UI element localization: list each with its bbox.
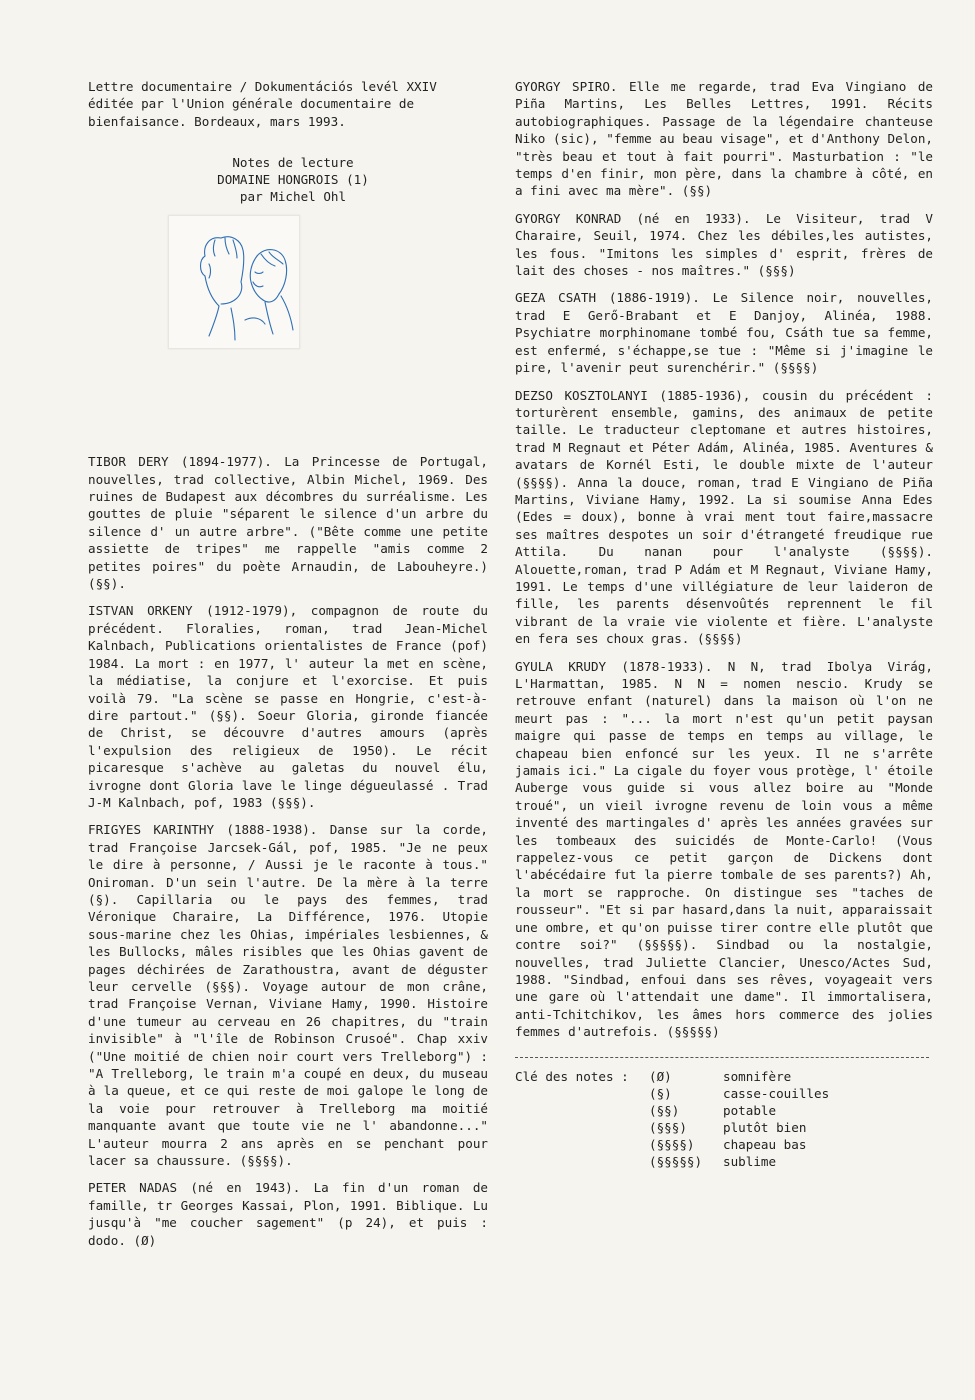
rating-key-symbol: (§§§§)	[649, 1136, 695, 1152]
review-entry: TIBOR DERY (1894-1977). La Princesse de Portugal, nouvelles, trad collective, Albin Michel, 1969. Des ruines de Budapest aux décombres du surréalisme. Les gouttes de pluie "séparent le silence d'un arbre du silence d' un autre arbre". ("Bête comme une petite assiette de tripes" me rappelle "amis comme 2 petites poires" du poète Arnaudin, de Labouheyre.) (§§).	[88, 454, 488, 592]
rating-key-symbol: (§§§)	[649, 1119, 687, 1135]
notes-title	[88, 154, 488, 205]
rating-key-row	[515, 1153, 933, 1170]
review-entry: GEZA CSATH (1886-1919). Le Silence noir, nouvelles, trad E Gerő-Brabant et E Danjoy, Alinéa, 1988. Psychiatre morphinomane tombé fou, Csáth tue sa femme, est enfermé, s'échappe,se tue : "Même si j'imagine le pire, l'avenir peut surenchérir." (§§§§)	[515, 290, 933, 376]
rating-key-text: somnifère	[723, 1068, 792, 1084]
rating-key-text: casse-couilles	[723, 1085, 830, 1101]
rating-key-row	[515, 1085, 933, 1102]
header-line: Lettre documentaire / Dokumentációs levél XXIV	[88, 79, 437, 94]
notes-title-line: DOMAINE HONGROIS (1)	[217, 172, 369, 188]
review-entry: DEZSO KOSZTOLANYI (1885-1936), cousin du précédent : torturèrent ensemble, gamins, des animaux de petite taille. Le traducteur cleptomane et autres histoires, trad M Regnaut et Péter Adám, Alinéa, 1985. Aventures & avatars de Kornél Esti, le double mixte de l'auteur (§§§§). Anna la douce, roman, trad E Vingiano de Piña Martins, Viviane Hamy, 1992. La si soumise Anna Edes (Edes = doux), bonne à vrai ment tout faire,massacre ses maîtres despotes un soir d'étrangeté freudique rue Attila. Du nanan pour l'analyste (§§§§). Alouette,roman, trad P Adám et M Regnaut, Viviane Hamy, 1991. Le temps d'une villégiature de leur laideron de fille, les parents désenvoûtés reprennent le fil vibrant de la vraie vie violente et fière. L'analyste en fera ses choux gras. (§§§§)	[515, 387, 933, 647]
header-line: éditée par l'Union générale documentaire de	[88, 96, 415, 112]
review-entry: GYULA KRUDY (1878-1933). N N, trad Ibolya Virág, L'Harmattan, 1985. N N = nomen nescio. Krudy se retrouve enfant (naturel) dans la maison où l'on ne meurt pas : "... la mort n'est qu'un petit paysan maigre qui passe de temps en temps au village, le chapeau bien enfoncé sur les yeux. Il ne s'arrête jamais ici." La cigale du foyer vous protège, l' étoile Auberge vous guide si vous allez boire au "Monde troué", un vieil ivrogne revenu de loin vous a même inventé des martingales d' après les années gravées sur les tombeaux des suicidés de Monte-Carlo! (Vous rappelez-vous ce petit garçon de Dickens dont l'abécédaire fut la pierre tombale de ses parents?) Ah, la mort se rapproche. On distingue ses "taches de rousseur". "Et si par hasard,dans la nuit, apparaissait une ombre, et qu'on puisse tirer contre elle plutôt que contre soi?" (§§§§§). Sindbad ou la nostalgie, nouvelles, trad Juliette Clancier, Unesco/Actes Sud, 1988. "Sindbad, enfoui dans ses rêves, voyageait vers une gare où l'attendait une dame". Il immortalisera, anti-Tchitchikov, les âmes hors commerce des jolies femmes d'autrefois. (§§§§§)	[515, 658, 933, 1040]
right-column	[515, 78, 933, 1170]
rating-key-text: potable	[723, 1102, 777, 1118]
rating-key-symbol: (Ø)	[649, 1068, 672, 1084]
rating-key	[515, 1068, 933, 1170]
couple-sketch-illustration	[168, 215, 300, 349]
rating-key-row	[515, 1136, 933, 1153]
review-entry: GYORGY KONRAD (né en 1933). Le Visiteur, trad V Charaire, Seuil, 1974. Chez les débiles,les autistes, les fous. "Imitons les simples d' esprit, frères de lait des choses - nos maîtres." (§§§)	[515, 210, 933, 279]
review-entry: FRIGYES KARINTHY (1888-1938). Danse sur la corde, trad Françoise Jarcsek-Gál, pof, 1985. "Je ne peux le dire à personne, / Aussi je le raconte à tous." Oniroman. D'un sein l'autre. De la mère à la terre (§). Capillaria ou le pays des femmes, trad Véronique Charaire, La Différence, 1976. Utopie sous-marine chez les Ohias, impériales lesbiennes, & les Bullocks, mâles risibles que les Ohias gavent de pages déchirées de Zarathoustra, avant de déguster leur cervelle (§§§). Voyage autour de mon crâne, trad Françoise Vernan, Viviane Hamy, 1990. Histoire d'une tumeur au cerveau en 26 chapitres, du "train invisible" à "l'île de Robinson Crusoé". Chap xxiv ("Une moitié de chien noir court vers Trelleborg") : "A Trelleborg, le train m'a coupé en deux, du museau à la queue, et ce qui reste de moi galope le long de la voie pour retrouver à Trelleborg ma moitié manquante avant que toute vie ne l' abandonne..." L'auteur mourra 2 ans après en se penchant pour lacer sa chaussure. (§§§§).	[88, 822, 488, 1169]
header-block	[88, 78, 488, 130]
rating-key-row	[515, 1119, 933, 1136]
rating-key-symbol: (§)	[649, 1085, 672, 1101]
notes-title-line: par Michel Ohl	[239, 189, 347, 205]
rating-key-text: sublime	[723, 1153, 777, 1169]
rating-key-text: plutôt bien	[723, 1119, 807, 1135]
rating-key-symbol: (§§§§§)	[649, 1153, 703, 1169]
rating-key-row	[515, 1102, 933, 1119]
dashed-divider	[515, 1057, 929, 1058]
review-entry: ISTVAN ORKENY (1912-1979), compagnon de route du précédent. Floralies, roman, trad Jean-Michel Kalnbach, Publications orientalistes de France (pof) 1984. La mort : en 1977, l' auteur la met en scène, la médiatise, la conjure et l'exorcise. Et puis voilà 79. "La scène se passe en Hongrie, c'est-à-dire partout." (§§). Soeur Gloria, gironde fiancée de Christ, se découvre d'autres amours (après l'expulsion des religieux de 1950). Le récit picaresque s'achève au galetas du nouvel élu, ivrogne dont Gloria lave le linge dégueulassé . Trad J-M Kalnbach, pof, 1983 (§§§).	[88, 603, 488, 810]
rating-key-row	[515, 1068, 933, 1085]
review-entry: PETER NADAS (né en 1943). La fin d'un roman de famille, tr Georges Kassai, Plon, 1991. Biblique. Lu jusqu'à "me coucher sagement" (p 24), et puis : dodo. (Ø)	[88, 1180, 488, 1248]
rating-key-label: Clé des notes :	[515, 1068, 629, 1084]
review-entry: GYORGY SPIRO. Elle me regarde, trad Eva Vingiano de Piña Martins, Les Belles Lettres, 1991. Récits autobiographiques. Passage de la légendaire chanteuse Niko (sic), "femme au beau visage", et d'Anthony Delon, "très beau et tout à fait pourri". Masturbation : "le temps d'en finir, mon père, dans la chambre à côté, en a fini avec ma mère". (§§)	[515, 79, 933, 199]
notes-title-line: Notes de lecture	[232, 155, 354, 171]
left-column	[88, 78, 488, 1259]
header-line: bienfaisance. Bordeaux, mars 1993.	[88, 113, 346, 129]
rating-key-text: chapeau bas	[723, 1136, 807, 1152]
rating-key-symbol: (§§)	[649, 1102, 680, 1118]
couple-sketch-icon	[169, 216, 299, 348]
